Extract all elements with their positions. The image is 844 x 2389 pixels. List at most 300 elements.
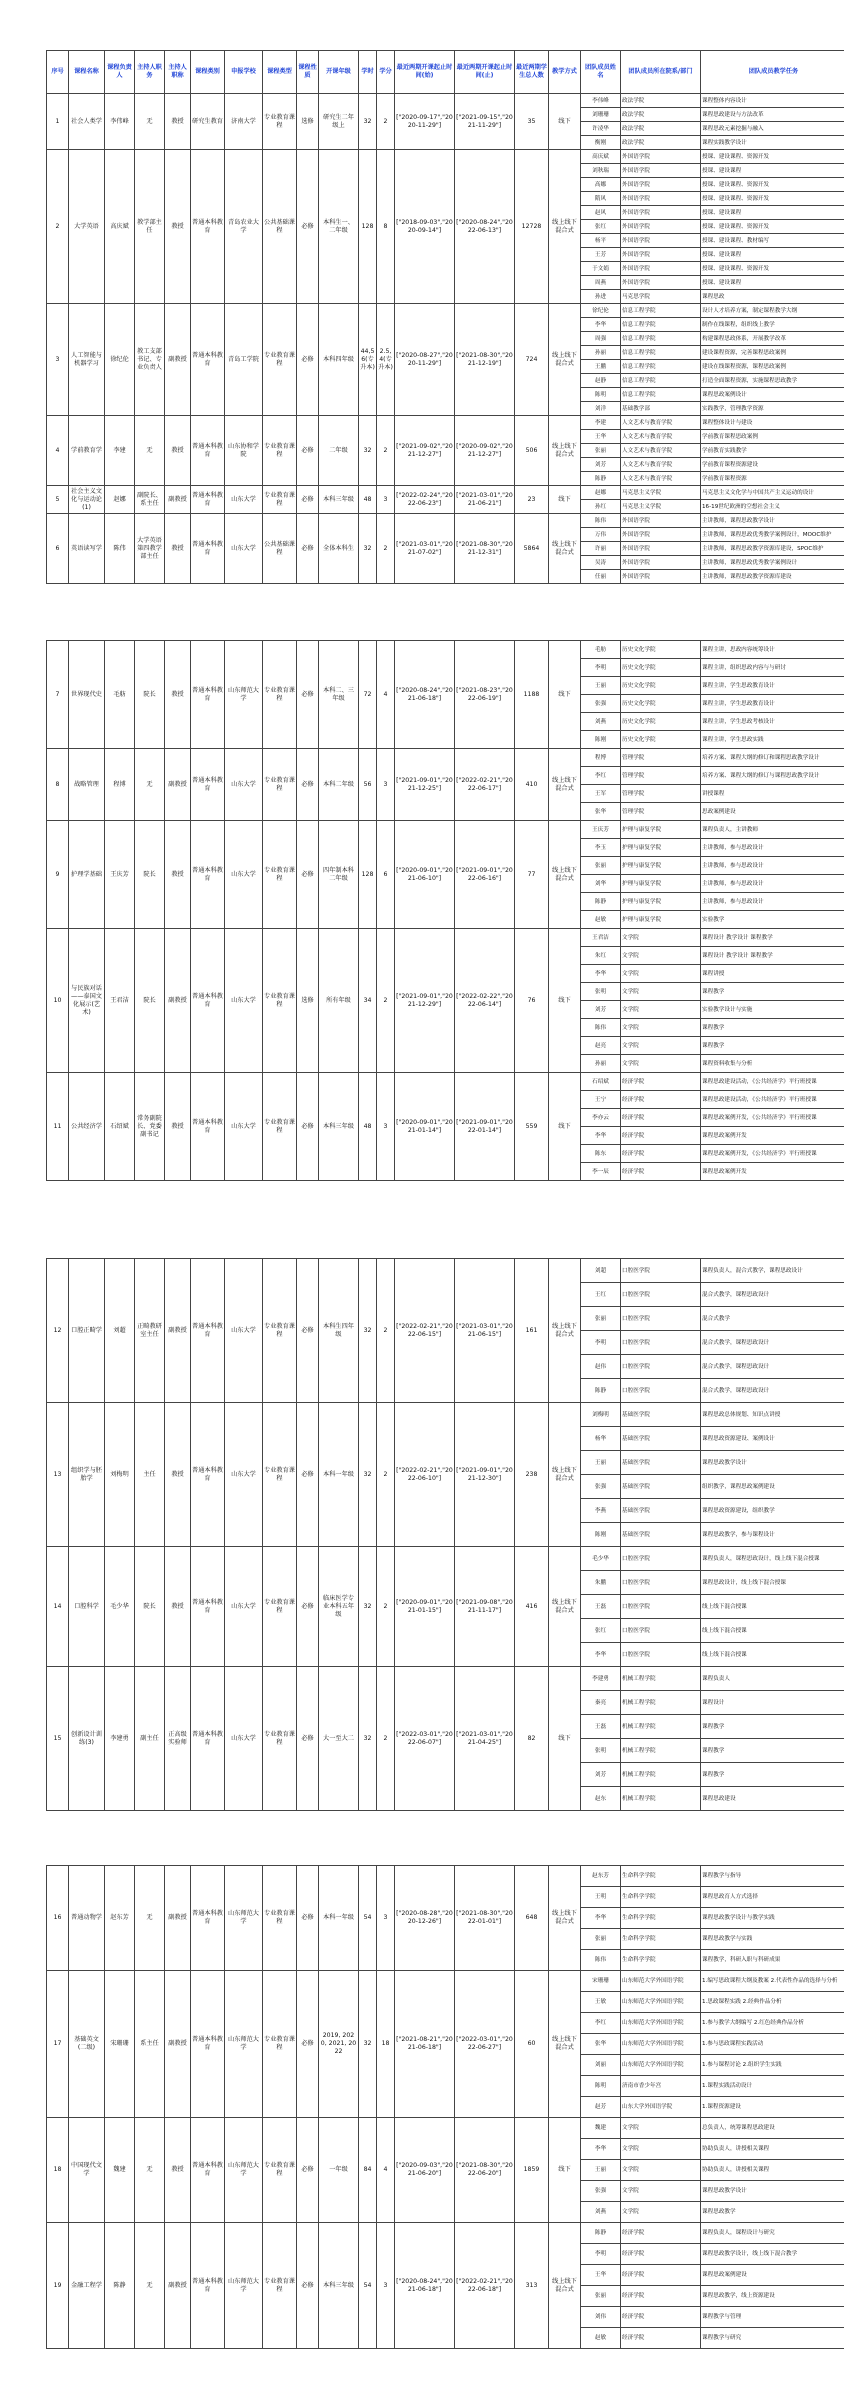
cell-students: 77 — [515, 821, 549, 929]
cell-title: 教授 — [165, 150, 191, 304]
cell-grade: 四年制本科二年级 — [319, 821, 359, 929]
cell-students: 23 — [515, 486, 549, 514]
cell-lead: 李伟峰 — [105, 94, 135, 150]
cell-name: 口腔科学 — [69, 1547, 105, 1667]
cell-lead: 石绍斌 — [105, 1073, 135, 1181]
team-member-task: 1.参与课程讨论 2.组织学生实践 — [701, 2055, 844, 2076]
cell-grade: 本科四年级 — [319, 304, 359, 416]
cell-grade: 大一至大二 — [319, 1667, 359, 1811]
column-header: 主持人职称 — [165, 51, 191, 94]
team-member-task: 课程主讲，思政内容统筹设计 — [701, 641, 844, 659]
team-member-task: 实践教学，管理教学资源 — [701, 402, 844, 416]
cell-students: 1188 — [515, 641, 549, 749]
team-member-name: 赵亮 — [581, 1037, 621, 1055]
team-member-name: 李燕 — [581, 1499, 621, 1523]
team-member-name: 刘芳 — [581, 1001, 621, 1019]
team-member-name: 王磊 — [581, 1595, 621, 1619]
team-member-name: 刘华 — [581, 875, 621, 893]
team-member-task: 主讲教师，参与思政设计 — [701, 857, 844, 875]
team-member-task: 课程整体内容设计 — [701, 94, 844, 108]
team-member-name: 张丽 — [581, 2286, 621, 2307]
team-member-name: 王红 — [581, 1283, 621, 1307]
team-member-task: 课程教学 — [701, 983, 844, 1001]
team-member-department: 生命科学学院 — [621, 1887, 701, 1908]
cell-students: 1859 — [515, 2118, 549, 2223]
team-member-department: 口腔医学院 — [621, 1571, 701, 1595]
cell-end: ["2022-02-22","2022-06-14"] — [455, 929, 515, 1073]
cell-cat: 普通本科教育 — [191, 1403, 225, 1547]
team-member-task: 课程思政案例开发，《公共经济学》平行班授课 — [701, 1145, 844, 1163]
team-member-task: 构建课程思政体系，开展教学改革 — [701, 332, 844, 346]
team-member-task: 课程思政教学设计 — [701, 2181, 844, 2202]
team-member-department: 经济学院 — [621, 1073, 701, 1091]
cell-lead: 赵东芳 — [105, 1866, 135, 1971]
team-member-department: 经济学院 — [621, 1145, 701, 1163]
team-member-name: 张红 — [581, 1619, 621, 1643]
team-member-task: 课程讲授 — [701, 965, 844, 983]
team-member-task: 课程教学 — [701, 1739, 844, 1763]
cell-end: ["2021-03-01","2021-06-21"] — [455, 486, 515, 514]
cell-post: 系主任 — [135, 1971, 165, 2118]
team-member-name: 陈刚 — [581, 731, 621, 749]
cell-no: 8 — [47, 749, 69, 821]
cell-start: ["2020-08-24","2021-06-18"] — [395, 641, 455, 749]
team-member-department: 山东师范大学外国语学院 — [621, 1992, 701, 2013]
cell-students: 5864 — [515, 514, 549, 584]
cell-grade: 全体本科生 — [319, 514, 359, 584]
cell-nature: 选修 — [297, 929, 319, 1073]
cell-school: 山东大学 — [225, 749, 263, 821]
cell-name: 社会人类学 — [69, 94, 105, 150]
cell-cat: 普通本科教育 — [191, 1259, 225, 1403]
team-member-department: 生命科学学院 — [621, 1866, 701, 1887]
team-member-task: 1.课程资源建设 — [701, 2097, 844, 2118]
cell-lead: 陈静 — [105, 2223, 135, 2349]
team-member-department: 生命科学学院 — [621, 1929, 701, 1950]
team-member-department: 山东师范大学外国语学院 — [621, 2034, 701, 2055]
team-member-task: 课程整体设计与建设 — [701, 416, 844, 430]
cell-credit: 18 — [377, 1971, 395, 2118]
team-member-department: 生命科学学院 — [621, 1908, 701, 1929]
team-member-name: 许丽 — [581, 542, 621, 556]
cell-end: ["2021-03-01","2021-04-25"] — [455, 1667, 515, 1811]
cell-name: 人工智能与机器学习 — [69, 304, 105, 416]
cell-start: ["2022-02-21","2022-06-15"] — [395, 1259, 455, 1403]
column-header: 团队成员教学任务 — [701, 51, 844, 94]
cell-grade: 本科生四年级 — [319, 1259, 359, 1403]
cell-hours: 32 — [359, 1547, 377, 1667]
team-member-department: 护理与康复学院 — [621, 893, 701, 911]
table-page-3 — [46, 1258, 820, 1811]
cell-start: ["2020-09-01","2021-06-10"] — [395, 821, 455, 929]
team-member-department: 济南市香少年宫 — [621, 2076, 701, 2097]
cell-hours: 32 — [359, 94, 377, 150]
cell-end: ["2020-08-24","2022-06-13"] — [455, 150, 515, 304]
team-member-name: 任丽 — [581, 570, 621, 584]
team-member-name: 陈静 — [581, 2223, 621, 2244]
team-member-name: 孙丽 — [581, 1055, 621, 1073]
cell-end: ["2021-09-01","2022-06-16"] — [455, 821, 515, 929]
cell-school: 山东大学 — [225, 1403, 263, 1547]
team-member-department: 经济学院 — [621, 2223, 701, 2244]
team-member-task: 课程负责人 — [701, 1667, 844, 1691]
cell-start: ["2020-08-27","2020-11-29"] — [395, 304, 455, 416]
cell-no: 13 — [47, 1403, 69, 1547]
team-member-department: 信息工程学院 — [621, 374, 701, 388]
cell-start: ["2022-02-21","2022-06-10"] — [395, 1403, 455, 1547]
team-member-department: 外国语学院 — [621, 248, 701, 262]
cell-hours: 32 — [359, 1259, 377, 1403]
cell-name: 口腔正畸学 — [69, 1259, 105, 1403]
team-member-department: 政法学院 — [621, 136, 701, 150]
cell-grade: 研究生二年级上 — [319, 94, 359, 150]
cell-grade: 临床医学专业本科五年级 — [319, 1547, 359, 1667]
cell-title: 教授 — [165, 94, 191, 150]
cell-mode: 线上线下混合式 — [549, 1971, 581, 2118]
team-member-department: 山东师范大学外国语学院 — [621, 2055, 701, 2076]
team-member-name: 赵敏 — [581, 2328, 621, 2349]
team-member-department: 口腔医学院 — [621, 1307, 701, 1331]
team-member-department: 信息工程学院 — [621, 332, 701, 346]
cell-mode: 线上线下混合式 — [549, 1403, 581, 1547]
team-member-task: 授课、建设课程、资源开发 — [701, 150, 844, 164]
cell-name: 中国现代文学 — [69, 2118, 105, 2223]
team-member-name: 陈明 — [581, 388, 621, 402]
team-member-name: 张明 — [581, 983, 621, 1001]
team-member-task: 课程思政教学设计与教学实践 — [701, 1908, 844, 1929]
cell-cat: 普通本科教育 — [191, 1547, 225, 1667]
cell-post: 无 — [135, 94, 165, 150]
team-member-task: 课程负责人，混合式教学，课程思政设计 — [701, 1259, 844, 1283]
cell-cat: 普通本科教育 — [191, 2118, 225, 2223]
team-member-name: 秦亮 — [581, 1691, 621, 1715]
cell-mode: 线上线下混合式 — [549, 416, 581, 486]
table-page-4 — [46, 1865, 838, 2349]
cell-end: ["2020-09-02","2021-12-27"] — [455, 416, 515, 486]
cell-credit: 3 — [377, 749, 395, 821]
cell-name: 英语读写学 — [69, 514, 105, 584]
team-member-department: 文学院 — [621, 2160, 701, 2181]
cell-post: 大学英语第四教学部主任 — [135, 514, 165, 584]
cell-students: 416 — [515, 1547, 549, 1667]
cell-nature: 必修 — [297, 1971, 319, 2118]
cell-school: 山东师范大学 — [225, 1971, 263, 2118]
team-member-name: 赵敏 — [581, 911, 621, 929]
team-member-task: 授课、建设课程、资源开发 — [701, 178, 844, 192]
team-member-name: 刘芳 — [581, 458, 621, 472]
team-member-name: 刘丽 — [581, 2055, 621, 2076]
team-member-name: 毛舫 — [581, 641, 621, 659]
team-member-department: 政法学院 — [621, 122, 701, 136]
team-member-department: 管理学院 — [621, 767, 701, 785]
team-member-name: 石绍斌 — [581, 1073, 621, 1091]
table-row — [47, 1547, 844, 1571]
team-member-name: 张强 — [581, 695, 621, 713]
cell-grade: 本科三年级 — [319, 2223, 359, 2349]
cell-credit: 8 — [377, 150, 395, 304]
team-member-task: 课程负责人，课程设计与研究 — [701, 2223, 844, 2244]
team-member-name: 陈伟 — [581, 1019, 621, 1037]
cell-lead: 徐纪伦 — [105, 304, 135, 416]
table-row — [47, 929, 844, 947]
cell-end: ["2021-03-01","2021-06-15"] — [455, 1259, 515, 1403]
team-member-department: 经济学院 — [621, 2265, 701, 2286]
team-member-department: 文学院 — [621, 983, 701, 1001]
team-member-name: 徐纪伦 — [581, 304, 621, 318]
cell-credit: 2 — [377, 416, 395, 486]
team-member-department: 文学院 — [621, 2202, 701, 2223]
cell-lead: 赵娜 — [105, 486, 135, 514]
cell-start: ["2021-09-02","2021-12-27"] — [395, 416, 455, 486]
team-member-task: 实验教学 — [701, 911, 844, 929]
team-member-department: 外国语学院 — [621, 262, 701, 276]
team-member-department: 经济学院 — [621, 1163, 701, 1181]
cell-type: 专业教育课程 — [263, 486, 297, 514]
cell-no: 11 — [47, 1073, 69, 1181]
team-member-department: 文学院 — [621, 965, 701, 983]
cell-hours: 44,56(专升本) — [359, 304, 377, 416]
cell-lead: 高庆斌 — [105, 150, 135, 304]
team-member-name: 万伟 — [581, 528, 621, 542]
cell-school: 山东大学 — [225, 1073, 263, 1181]
cell-hours: 48 — [359, 486, 377, 514]
team-member-name: 李明 — [581, 2244, 621, 2265]
cell-mode: 线上线下混合式 — [549, 749, 581, 821]
team-member-task: 课程思政设计，线上线下混合授课 — [701, 1571, 844, 1595]
team-member-task: 课程思政 — [701, 290, 844, 304]
team-member-task: 1.参与教学大纲编写 2.红色经典作品分析 — [701, 2013, 844, 2034]
table-page-2 — [46, 640, 820, 1181]
cell-credit: 2 — [377, 1667, 395, 1811]
team-member-name: 刘梅明 — [581, 1403, 621, 1427]
team-member-department: 护理与康复学院 — [621, 839, 701, 857]
cell-credit: 4 — [377, 2118, 395, 2223]
cell-grade: 本科三年级 — [319, 1073, 359, 1181]
team-member-department: 历史文化学院 — [621, 731, 701, 749]
team-member-name: 李华 — [581, 1127, 621, 1145]
cell-lead: 李建 — [105, 416, 135, 486]
team-member-department: 马克思学院 — [621, 290, 701, 304]
team-member-name: 赵东芳 — [581, 1866, 621, 1887]
team-member-department: 文学院 — [621, 2181, 701, 2202]
cell-hours: 32 — [359, 1403, 377, 1547]
team-member-name: 张强 — [581, 1475, 621, 1499]
team-member-task: 课程思政案例开发，《公共经济学》平行班授课 — [701, 1109, 844, 1127]
cell-title: 教授 — [165, 641, 191, 749]
cell-grade: 本科二、三年级 — [319, 641, 359, 749]
team-member-task: 课程主讲，组织思政内容与与研讨 — [701, 659, 844, 677]
team-member-name: 张明 — [581, 1739, 621, 1763]
team-member-task: 授课、建设课程 — [701, 206, 844, 220]
cell-nature: 必修 — [297, 1073, 319, 1181]
team-member-task: 主讲教师，参与思政设计 — [701, 893, 844, 911]
cell-nature: 必修 — [297, 1866, 319, 1971]
cell-hours: 54 — [359, 1866, 377, 1971]
cell-type: 专业教育课程 — [263, 2118, 297, 2223]
team-member-task: 制作在线课程，组织线上教学 — [701, 318, 844, 332]
team-member-name: 李建勇 — [581, 1667, 621, 1691]
cell-type: 公共基础课程 — [263, 150, 297, 304]
team-member-name: 王芳 — [581, 248, 621, 262]
cell-cat: 普通本科教育 — [191, 1971, 225, 2118]
team-member-department: 文学院 — [621, 929, 701, 947]
cell-no: 14 — [47, 1547, 69, 1667]
team-member-department: 人文艺术与教育学院 — [621, 458, 701, 472]
cell-school: 青岛农业大学 — [225, 150, 263, 304]
cell-students: 82 — [515, 1667, 549, 1811]
team-member-task: 课程思政教学设计，线上线下混合教学 — [701, 2244, 844, 2265]
team-member-name: 隋风 — [581, 192, 621, 206]
team-member-department: 马克思主义学院 — [621, 500, 701, 514]
course-table-2 — [46, 640, 844, 1181]
cell-name: 普通动物学 — [69, 1866, 105, 1971]
cell-no: 19 — [47, 2223, 69, 2349]
team-member-task: 授课、建设课程、资源开发 — [701, 220, 844, 234]
team-member-name: 李红 — [581, 2013, 621, 2034]
team-member-name: 李华 — [581, 1908, 621, 1929]
team-member-task: 课程思政建设 — [701, 1787, 844, 1811]
cell-hours: 128 — [359, 150, 377, 304]
team-member-department: 山东师范大学外国语学院 — [621, 2013, 701, 2034]
team-member-department: 管理学院 — [621, 785, 701, 803]
team-member-name: 刘芳 — [581, 1763, 621, 1787]
team-member-task: 混合式教学 — [701, 1307, 844, 1331]
team-member-name: 刘燕 — [581, 2202, 621, 2223]
team-member-name: 张丽 — [581, 1307, 621, 1331]
cell-title: 教授 — [165, 821, 191, 929]
cell-school: 青岛工学院 — [225, 304, 263, 416]
team-member-task: 课程主讲，学生思政教育设计 — [701, 677, 844, 695]
team-member-task: 课程思政案例设计 — [701, 388, 844, 402]
cell-credit: 2 — [377, 1403, 395, 1547]
column-header: 团队成员姓名 — [581, 51, 621, 94]
cell-credit: 2 — [377, 94, 395, 150]
cell-students: 313 — [515, 2223, 549, 2349]
team-member-department: 口腔医学院 — [621, 1355, 701, 1379]
cell-cat: 普通本科教育 — [191, 514, 225, 584]
cell-type: 专业教育课程 — [263, 641, 297, 749]
team-member-name: 王君洁 — [581, 929, 621, 947]
team-member-department: 政法学院 — [621, 94, 701, 108]
cell-nature: 必修 — [297, 2118, 319, 2223]
cell-school: 山东大学 — [225, 1259, 263, 1403]
cell-end: ["2021-08-30","2022-01-01"] — [455, 1866, 515, 1971]
cell-start: ["2020-09-01","2021-01-15"] — [395, 1547, 455, 1667]
cell-mode: 线上线下混合式 — [549, 1547, 581, 1667]
cell-name: 战略管理 — [69, 749, 105, 821]
cell-mode: 线上线下混合式 — [549, 1866, 581, 1971]
team-member-name: 李华 — [581, 1643, 621, 1667]
team-member-task: 课程设计 — [701, 1691, 844, 1715]
cell-no: 1 — [47, 94, 69, 150]
team-member-task: 课程教学 — [701, 1715, 844, 1739]
cell-mode: 线下 — [549, 929, 581, 1073]
cell-end: ["2021-09-01","2021-12-30"] — [455, 1403, 515, 1547]
team-member-name: 王华 — [581, 430, 621, 444]
team-member-task: 组织教学，课程思政案例建设 — [701, 1475, 844, 1499]
column-header: 课程类型 — [263, 51, 297, 94]
cell-type: 专业教育课程 — [263, 1547, 297, 1667]
team-member-name: 赵东 — [581, 1787, 621, 1811]
cell-type: 专业教育课程 — [263, 749, 297, 821]
cell-school: 济南大学 — [225, 94, 263, 150]
team-member-task: 1.参与思政课程实践活动 — [701, 2034, 844, 2055]
team-member-department: 机械工程学院 — [621, 1691, 701, 1715]
team-member-department: 外国语学院 — [621, 206, 701, 220]
team-member-department: 机械工程学院 — [621, 1787, 701, 1811]
team-member-department: 马克思主义学院 — [621, 486, 701, 500]
cell-no: 5 — [47, 486, 69, 514]
team-member-department: 信息工程学院 — [621, 360, 701, 374]
cell-post: 教工支部书记、专业负责人 — [135, 304, 165, 416]
cell-hours: 84 — [359, 2118, 377, 2223]
cell-no: 16 — [47, 1866, 69, 1971]
cell-students: 410 — [515, 749, 549, 821]
cell-name: 社会主义文化与运动论(1) — [69, 486, 105, 514]
team-member-task: 课程设计 教学设计 课程教学 — [701, 929, 844, 947]
cell-lead: 陈伟 — [105, 514, 135, 584]
team-member-task: 建设在线课程资源，课程思政案例 — [701, 360, 844, 374]
column-header: 申报学校 — [225, 51, 263, 94]
team-member-department: 经济学院 — [621, 2286, 701, 2307]
team-member-task: 协助负责人，讲授相关课程 — [701, 2139, 844, 2160]
team-member-name: 王磊 — [581, 1715, 621, 1739]
team-member-department: 基础教学部 — [621, 402, 701, 416]
cell-hours: 128 — [359, 821, 377, 929]
team-member-task: 主讲教师，课程思政教学资源库建设，SPOC维护 — [701, 542, 844, 556]
team-member-department: 外国语学院 — [621, 570, 701, 584]
team-member-department: 口腔医学院 — [621, 1331, 701, 1355]
cell-type: 专业教育课程 — [263, 1971, 297, 2118]
team-member-task: 建设课程资源，完善课程思政案例 — [701, 346, 844, 360]
cell-name: 创新设计训练(3) — [69, 1667, 105, 1811]
team-member-department: 山东师范大学外国语学院 — [621, 1971, 701, 1992]
cell-type: 公共基础课程 — [263, 514, 297, 584]
cell-post: 院长 — [135, 821, 165, 929]
team-member-task: 学前教育课程思政案例 — [701, 430, 844, 444]
team-member-name: 张强 — [581, 2181, 621, 2202]
cell-mode: 线上线下混合式 — [549, 821, 581, 929]
team-member-task: 课程思政建设活动，《公共经济学》平行班授课 — [701, 1073, 844, 1091]
cell-name: 金融工程学 — [69, 2223, 105, 2349]
team-member-name: 朱红 — [581, 947, 621, 965]
team-member-name: 张丽 — [581, 857, 621, 875]
table-row — [47, 1667, 844, 1691]
team-member-department: 基础医学院 — [621, 1499, 701, 1523]
team-member-task: 混合式教学，课程思政设计 — [701, 1355, 844, 1379]
team-member-task: 授课、建设课程、教材编写 — [701, 234, 844, 248]
cell-start: ["2018-09-03","2020-09-14"] — [395, 150, 455, 304]
team-member-name: 李红 — [581, 767, 621, 785]
team-member-name: 李一辰 — [581, 1163, 621, 1181]
column-header: 最近两期开课起止时间(始) — [395, 51, 455, 94]
cell-cat: 普通本科教育 — [191, 821, 225, 929]
team-member-name: 李华 — [581, 965, 621, 983]
team-member-task: 课程负责人，课程思政设计，线上线下混合授课 — [701, 1547, 844, 1571]
cell-end: ["2022-02-21","2022-06-18"] — [455, 2223, 515, 2349]
cell-lead: 程博 — [105, 749, 135, 821]
team-member-department: 护理与康复学院 — [621, 875, 701, 893]
team-member-task: 课程思政教学设计 — [701, 1451, 844, 1475]
team-member-name: 刘秋瑞 — [581, 164, 621, 178]
team-member-department: 文学院 — [621, 1055, 701, 1073]
cell-type: 专业教育课程 — [263, 1866, 297, 1971]
cell-start: ["2022-03-01","2022-06-07"] — [395, 1667, 455, 1811]
cell-name: 学前教育学 — [69, 416, 105, 486]
cell-cat: 普通本科教育 — [191, 929, 225, 1073]
team-member-task: 1.课程实践活动设计 — [701, 2076, 844, 2097]
cell-start: ["2020-09-01","2021-01-14"] — [395, 1073, 455, 1181]
